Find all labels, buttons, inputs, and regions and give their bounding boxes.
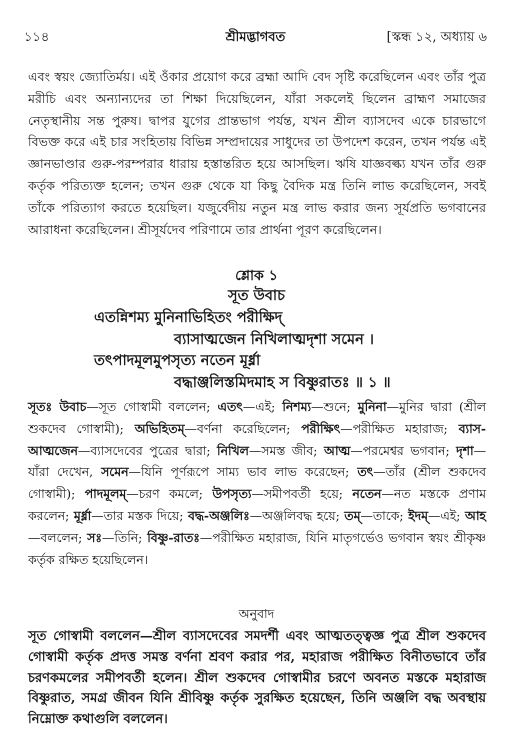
synonym-meaning: সূত গোস্বামী বললেন; [98,399,211,414]
synonym-meaning: তিনি; [114,529,143,545]
verse-heading: শ্লোক ১ [235,268,278,284]
synonym-term: ব্যাস-আত্মজেন [28,420,486,458]
synonym-meaning: শুনে; [323,399,351,414]
synonym-meaning: পরমেশ্বর ভগবান; [362,442,450,458]
synonym-term: মূর্ধ্না [73,507,92,523]
synonym-meaning: তার মস্তক দিয়ে; [103,507,184,523]
verse-speaker: সূত উবাচ [228,287,285,304]
synonym-meaning: যিনি পূর্ণরূপে সাম্য ভাব লাভ করেছেন; [140,464,350,480]
synonym-term: ইদম্ [408,507,428,523]
synonym-term: সূতঃ উবাচ [28,399,87,414]
synonym-term: নতেন [352,486,382,502]
synonym-meaning: চরণ কমলে; [138,486,203,502]
synonym-meaning: এই; [255,399,276,414]
synonym-meaning: সমস্ত জীব; [261,442,318,458]
synonym-meaning: নত মস্তকে প্রণাম করলেন; [28,486,486,523]
synonym-term: পাদমূলম্ [84,486,127,502]
synonym-meaning: বললেন; [40,529,83,545]
verse-line-2: ব্যাসাত্মজেন নিখিলাত্মদৃশা সমেন । [174,331,374,348]
synonym-term: মুনিনা [357,399,387,414]
synonym-term: তৎ [357,464,374,480]
synonym-meaning: মুনির দ্বারা (শ্রীল শুকদেব গোস্বামী); [28,399,486,436]
synonym-term: অভিহিতম্ [134,420,185,436]
translation-text: সূত গোস্বামী বললেন—শ্রীল ব্যাসদেবের সমদর্শী এবং আত্মতত্ত্বজ্ঞ পুত্র শ্রীল শুকদেব গোস্বামী কর্তৃক প্রদত্ত সমস্ত বর্ণনা শ্রবণ করার পর, মহারাজ পরীক্ষিত বিনীতভাবে তাঁর চরণকমলের সমীপবর্তী হলেন। শ্রীল শুকদেব গোস্বামীর চরণে অবনত মস্তকে মহারাজ বিষ্ণুরাত, সমগ্র জীবন যিনি শ্রীবিষ্ণু কর্তৃক সুরক্ষিত হয়েছেন, তিনি অঞ্জলি বদ্ধ অবস্থায় নিম্নোক্ত কথাগুলি বললেন। [28,629,486,728]
synonym-meaning: এই; [440,507,461,523]
synonym-term: আহ [464,507,486,523]
synonym-term: আত্ম [323,442,351,458]
verse-line-4: বদ্ধাঞ্জলিস্তমিদমাহ স বিষ্ণুরাতঃ ॥ ১ ॥ [174,374,391,391]
verse-line-3: তৎপাদমূলমুপসৃত্য নতেন মূর্ধ্না [94,352,261,369]
synonym-term: পরীক্ষিৎ [301,420,341,436]
page-header [24,28,487,50]
book-title: শ্রীমদ্ভাগবত [225,30,286,45]
section-label: [স্কন্ধ ১২, অধ্যায় ৬ [386,30,487,45]
synonym-meaning: ব্যাসদেবের পুত্রের দ্বারা; [90,442,211,458]
synonym-term: দৃশা [456,442,474,458]
purport-continuation: এবং স্বয়ং জ্যোতির্ময়। এই ওঁকার প্রয়োগ করে ব্রহ্মা আদি বেদ সৃষ্টি করেছিলেন এবং তাঁর পুত্র মরীচি এবং অন্যান্যদের তা শিক্ষা দিয়েছিলেন, যাঁরা সকলেই ছিলেন ব্রাহ্মণ সমাজের নেতৃস্থানীয় সন্ত পুরুষ। দ্বাপর যুগের প্রান্তভাগ পর্যন্ত, যখন শ্রীল ব্যাসদেব একে চারভাগে বিভক্ত করে এই চার সংহিতায় বিভিন্ন সম্প্রদায়ের সাধুদের তা উপদেশ করেন, তখন পর্যন্ত এই জ্ঞানভাণ্ডার গুরু-পরম্পরার ধারায় হস্তান্তরিত হয়ে আসছিল। ঋষি যাজ্ঞবল্ক্য যখন তাঁর গুরু কর্তৃক পরিত্যক্ত হলেন; তখন গুরু থেকে যা কিছু বৈদিক মন্ত্র তিনি লাভ করেছিলেন, সবই তাঁকে পরিত্যাগ করতে হয়েছিল। যজুর্বেদীয় নতুন মন্ত্র লাভ করার জন্য সূর্যপ্রতি ভগবানের আরাধনা করেছিলেন। শ্রীসূর্যদেব পরিণামে তার প্রার্থনা পূরণ করেছিলেন। [28,69,486,237]
synonym-term: তম্ [344,507,361,523]
synonym-meaning: সমীপবর্তী হয়ে; [263,486,343,502]
synonym-term: সমেন [101,464,129,480]
synonym-term: নিশম্য [282,399,312,414]
synonym-term: সঃ [87,529,102,545]
synonym-meaning: যাঁরা দেখেন, [28,464,94,480]
synonym-term: এতৎ [217,399,243,414]
page-number: ১১৪ [24,30,50,45]
synonym-term: বদ্ধ-অঞ্জলিঃ [187,507,250,523]
synonym-meaning: তাকে; [372,507,404,523]
synonyms-block: সূতঃ উবাচ—সূত গোস্বামী বললেন; এতৎ—এই; নিশম্য—শুনে; মুনিনা—মুনির দ্বারা (শ্রীল শুকদেব গোস্বামী); অভিহিতম্—বর্ণনা করেছিলেন; পরীক্ষিৎ—পরীক্ষিত মহারাজ; ব্যাস-আত্মজেন—ব্যাসদেবের পুত্রের দ্বারা; নিখিল—সমস্ত জীব; আত্ম—পরমেশ্বর ভগবান; দৃশা—যাঁরা দেখেন, সমেন—যিনি পূর্ণরূপে সাম্য ভাব লাভ করেছেন; তৎ—তাঁর (শ্রীল শুকদেব গোস্বামী); পাদমূলম্—চরণ কমলে; উপসৃত্য—সমীপবর্তী হয়ে; নতেন—নত মস্তকে প্রণাম করলেন; মূর্ধ্না—তার মস্তক দিয়ে; বদ্ধ-অঞ্জলিঃ—অঞ্জলিবদ্ধ হয়ে; তম্—তাকে; ইদম্—এই; আহ—বললেন; সঃ—তিনি; বিষ্ণু-রাতঃ—পরীক্ষিত মহারাজ, যিনি মাতৃগর্ভেও ভগবান স্বয়ং শ্রীকৃষ্ণ কর্তৃক রক্ষিত হয়েছিলেন। [28,399,486,567]
synonym-meaning: পরীক্ষিত মহারাজ, যিনি মাতৃগর্ভেও ভগবান স্বয়ং শ্রীকৃষ্ণ কর্তৃক রক্ষিত হয়েছিলেন। [28,529,486,567]
synonym-term: বিষ্ণু-রাতঃ [147,529,200,545]
synonym-meaning: তাঁর (শ্রীল শুকদেব গোস্বামী); [28,464,486,502]
synonym-meaning: অঞ্জলিবদ্ধ হয়ে; [262,507,340,523]
synonym-term: উপসৃত্য [212,486,252,502]
translation-heading: অনুবাদ [238,606,275,621]
synonym-term: নিখিল [217,442,249,458]
verse-line-1: এতন্নিশম্য মুনিনাভিহিতং পরীক্ষিদ্ [94,309,283,326]
synonym-meaning: পরীক্ষিত মহারাজ; [352,420,448,436]
synonym-meaning: বর্ণনা করেছিলেন; [196,420,291,436]
